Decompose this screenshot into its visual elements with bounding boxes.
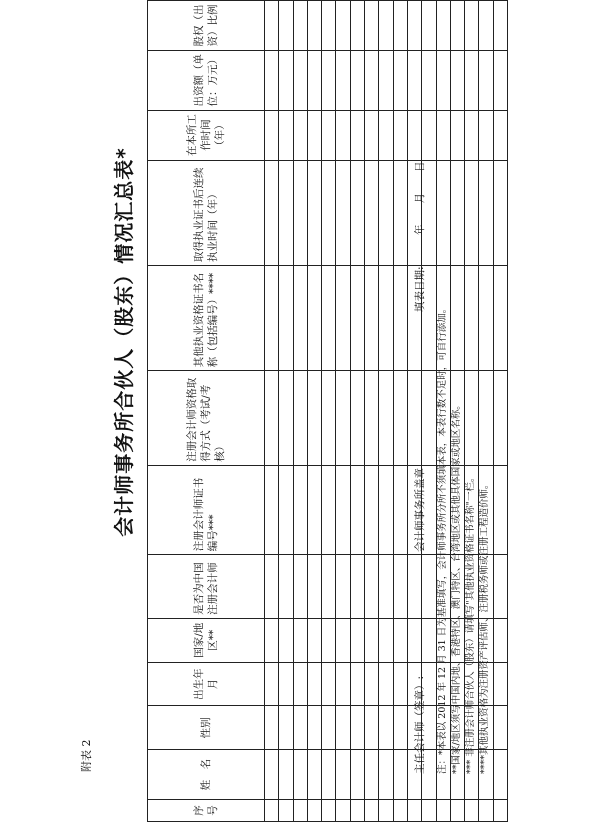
table-cell[interactable] xyxy=(422,555,436,619)
table-cell[interactable] xyxy=(493,371,507,465)
table-cell[interactable] xyxy=(322,555,336,619)
table-cell[interactable] xyxy=(265,160,279,265)
table-cell[interactable] xyxy=(265,110,279,160)
table-cell[interactable] xyxy=(365,371,379,465)
table-cell[interactable] xyxy=(379,618,393,662)
table-cell[interactable] xyxy=(293,555,307,619)
table-cell[interactable] xyxy=(422,50,436,110)
table-cell[interactable] xyxy=(322,50,336,110)
table-cell[interactable] xyxy=(422,618,436,662)
table-cell[interactable] xyxy=(393,555,407,619)
table-cell[interactable] xyxy=(436,1,450,51)
table-row xyxy=(350,1,364,822)
table-cell[interactable] xyxy=(379,50,393,110)
table-cell[interactable] xyxy=(293,800,307,822)
table-cell[interactable] xyxy=(279,110,293,160)
table-cell[interactable] xyxy=(365,800,379,822)
table-cell[interactable] xyxy=(307,750,321,800)
table-row xyxy=(293,1,307,822)
table-cell[interactable] xyxy=(322,465,336,554)
table-cell[interactable] xyxy=(493,662,507,706)
table-cell[interactable] xyxy=(336,555,350,619)
table-cell[interactable] xyxy=(293,465,307,554)
table-cell[interactable] xyxy=(393,706,407,750)
chief-accountant-signature: 主任会计师（签章）: xyxy=(414,675,426,774)
table-cell[interactable] xyxy=(365,662,379,706)
table-cell[interactable] xyxy=(379,160,393,265)
table-cell[interactable] xyxy=(265,618,279,662)
table-cell[interactable] xyxy=(350,465,364,554)
table-cell[interactable] xyxy=(365,555,379,619)
column-header: 出资额（单位：万元） xyxy=(148,50,265,110)
table-cell[interactable] xyxy=(407,800,421,822)
table-cell[interactable] xyxy=(450,1,464,51)
table-cell[interactable] xyxy=(265,706,279,750)
table-cell[interactable] xyxy=(493,110,507,160)
table-cell[interactable] xyxy=(336,465,350,554)
table-cell[interactable] xyxy=(322,265,336,370)
table-cell[interactable] xyxy=(307,50,321,110)
table-cell[interactable] xyxy=(365,750,379,800)
column-header: 姓 名 xyxy=(148,750,265,800)
table-cell[interactable] xyxy=(350,265,364,370)
table-cell[interactable] xyxy=(493,50,507,110)
table-row xyxy=(365,1,379,822)
table-cell[interactable] xyxy=(493,706,507,750)
table-cell[interactable] xyxy=(350,618,364,662)
column-header: 国家/地区** xyxy=(148,618,265,662)
table-cell[interactable] xyxy=(279,750,293,800)
table-cell[interactable] xyxy=(265,265,279,370)
table-cell[interactable] xyxy=(422,1,436,51)
table-row xyxy=(322,1,336,822)
table-cell[interactable] xyxy=(493,750,507,800)
table-cell[interactable] xyxy=(322,160,336,265)
table-cell[interactable] xyxy=(350,110,364,160)
table-cell[interactable] xyxy=(336,371,350,465)
table-cell[interactable] xyxy=(365,465,379,554)
firm-seal-label: 会计师事务所盖章 xyxy=(414,468,426,552)
table-cell[interactable] xyxy=(407,50,421,110)
table-row xyxy=(393,1,407,822)
table-row xyxy=(379,1,393,822)
footnotes xyxy=(436,54,492,774)
table-cell[interactable] xyxy=(336,706,350,750)
table-cell[interactable] xyxy=(307,800,321,822)
table-cell[interactable] xyxy=(393,110,407,160)
table-cell[interactable] xyxy=(336,265,350,370)
table-cell[interactable] xyxy=(350,750,364,800)
table-cell[interactable] xyxy=(293,706,307,750)
column-header: 是否为中国注册会计师 xyxy=(148,555,265,619)
table-row xyxy=(493,1,507,822)
table-cell[interactable] xyxy=(279,160,293,265)
table-cell[interactable] xyxy=(293,265,307,370)
table-cell[interactable] xyxy=(407,371,421,465)
table-cell[interactable] xyxy=(422,800,436,822)
table-cell[interactable] xyxy=(307,465,321,554)
table-row xyxy=(336,1,350,822)
column-header: 性别 xyxy=(148,706,265,750)
table-cell[interactable] xyxy=(407,555,421,619)
table-cell[interactable] xyxy=(493,1,507,51)
table-cell[interactable] xyxy=(379,110,393,160)
table-cell[interactable] xyxy=(436,800,450,822)
column-header: 取得执业证书后连续执业时间（年） xyxy=(148,160,265,265)
table-cell[interactable] xyxy=(265,371,279,465)
table-cell[interactable] xyxy=(265,50,279,110)
table-cell[interactable] xyxy=(265,662,279,706)
table-cell[interactable] xyxy=(379,662,393,706)
table-cell[interactable] xyxy=(293,1,307,51)
table-cell[interactable] xyxy=(393,371,407,465)
table-cell[interactable] xyxy=(465,1,479,51)
table-cell[interactable] xyxy=(322,618,336,662)
table-cell[interactable] xyxy=(350,706,364,750)
table-cell[interactable] xyxy=(322,371,336,465)
table-cell[interactable] xyxy=(350,800,364,822)
table-cell[interactable] xyxy=(322,1,336,51)
table-cell[interactable] xyxy=(279,1,293,51)
footnote-line: *** 非注册会计师合伙人（股东）请填写"其他执业资格证书名称"一栏。 xyxy=(465,472,476,774)
table-cell[interactable] xyxy=(350,50,364,110)
table-cell[interactable] xyxy=(265,555,279,619)
table-cell[interactable] xyxy=(407,110,421,160)
table-cell[interactable] xyxy=(279,465,293,554)
footnote-line: 注：*本表以 2012 年 12 月 31 日为基准填写，会计师事务所分所不须填本表，本表行数不足时，可自行添加。 xyxy=(437,303,448,774)
table-row xyxy=(307,1,321,822)
column-header: 股权（出资）比例 xyxy=(148,1,265,51)
table-cell[interactable] xyxy=(336,750,350,800)
table-cell[interactable] xyxy=(407,1,421,51)
table-cell[interactable] xyxy=(493,160,507,265)
page-title: 会计师事务所合伙人（股东）情况汇总表* xyxy=(112,147,136,537)
table-cell[interactable] xyxy=(393,800,407,822)
table-cell[interactable] xyxy=(322,662,336,706)
table-cell[interactable] xyxy=(336,800,350,822)
footnote-line: **国家/地区须写中国内地、香港特区、澳门特区、台湾地区或其他具体国家或地区名称。 xyxy=(451,400,462,774)
table-row xyxy=(265,1,279,822)
table-cell[interactable] xyxy=(493,800,507,822)
table-cell[interactable] xyxy=(322,750,336,800)
table-cell[interactable] xyxy=(307,371,321,465)
table-cell[interactable] xyxy=(365,706,379,750)
table-header-row xyxy=(148,1,265,822)
table-cell[interactable] xyxy=(265,750,279,800)
table-cell[interactable] xyxy=(379,750,393,800)
table-cell[interactable] xyxy=(265,465,279,554)
table-cell[interactable] xyxy=(350,662,364,706)
table-cell[interactable] xyxy=(265,1,279,51)
table-cell[interactable] xyxy=(479,800,493,822)
table-cell[interactable] xyxy=(293,160,307,265)
table-cell[interactable] xyxy=(293,750,307,800)
table-cell[interactable] xyxy=(379,465,393,554)
table-cell[interactable] xyxy=(393,750,407,800)
table-cell[interactable] xyxy=(393,662,407,706)
table-cell[interactable] xyxy=(365,110,379,160)
table-cell[interactable] xyxy=(322,800,336,822)
table-cell[interactable] xyxy=(279,371,293,465)
table-cell[interactable] xyxy=(422,371,436,465)
table-cell[interactable] xyxy=(307,1,321,51)
table-cell[interactable] xyxy=(465,800,479,822)
table-cell[interactable] xyxy=(350,1,364,51)
table-cell[interactable] xyxy=(307,555,321,619)
column-header: 注册会计师资格取得方式（考试/考核） xyxy=(148,371,265,465)
table-cell[interactable] xyxy=(379,265,393,370)
table-cell[interactable] xyxy=(336,110,350,160)
table-cell[interactable] xyxy=(350,160,364,265)
table-cell[interactable] xyxy=(393,465,407,554)
table-cell[interactable] xyxy=(407,618,421,662)
table-cell[interactable] xyxy=(493,618,507,662)
table-cell[interactable] xyxy=(379,1,393,51)
table-cell[interactable] xyxy=(379,800,393,822)
table-cell[interactable] xyxy=(293,662,307,706)
column-header: 其他执业资格证书名称（包括编号）**** xyxy=(148,265,265,370)
column-header: 序号 xyxy=(148,800,265,822)
table-cell[interactable] xyxy=(493,555,507,619)
table-cell[interactable] xyxy=(393,1,407,51)
table-cell[interactable] xyxy=(365,1,379,51)
fill-date-label: 填表日期: 年 月 日 xyxy=(414,161,426,312)
table-cell[interactable] xyxy=(450,800,464,822)
table-cell[interactable] xyxy=(336,1,350,51)
table-cell[interactable] xyxy=(350,371,364,465)
table-cell[interactable] xyxy=(279,662,293,706)
table-cell[interactable] xyxy=(307,265,321,370)
table-cell[interactable] xyxy=(293,371,307,465)
table-cell[interactable] xyxy=(336,662,350,706)
table-cell[interactable] xyxy=(336,160,350,265)
column-header: 注册会计师证书编号*** xyxy=(148,465,265,554)
table-cell[interactable] xyxy=(365,50,379,110)
table-cell[interactable] xyxy=(307,110,321,160)
footnote-line: ****其他执业资格为注册资产评估师、注册税务师或注册工程造价师。 xyxy=(479,479,490,774)
table-cell[interactable] xyxy=(379,706,393,750)
table-cell[interactable] xyxy=(322,706,336,750)
column-header: 出生年月 xyxy=(148,662,265,706)
appendix-label: 附表 2 xyxy=(80,739,93,772)
table-cell[interactable] xyxy=(422,110,436,160)
table-cell[interactable] xyxy=(493,465,507,554)
table-cell[interactable] xyxy=(393,160,407,265)
table-cell[interactable] xyxy=(307,618,321,662)
table-cell[interactable] xyxy=(379,555,393,619)
table-cell[interactable] xyxy=(322,110,336,160)
table-cell[interactable] xyxy=(393,50,407,110)
table-cell[interactable] xyxy=(279,50,293,110)
table-cell[interactable] xyxy=(293,50,307,110)
table-cell[interactable] xyxy=(279,800,293,822)
table-cell[interactable] xyxy=(279,265,293,370)
table-cell[interactable] xyxy=(479,1,493,51)
table-cell[interactable] xyxy=(350,555,364,619)
table-cell[interactable] xyxy=(365,160,379,265)
table-cell[interactable] xyxy=(265,800,279,822)
table-cell[interactable] xyxy=(279,555,293,619)
table-cell[interactable] xyxy=(365,265,379,370)
table-cell[interactable] xyxy=(279,618,293,662)
table-cell[interactable] xyxy=(336,618,350,662)
table-cell[interactable] xyxy=(307,160,321,265)
table-row xyxy=(279,1,293,822)
column-header: 在本所工作时间（年） xyxy=(148,110,265,160)
table-cell[interactable] xyxy=(293,618,307,662)
table-cell[interactable] xyxy=(293,110,307,160)
table-cell[interactable] xyxy=(493,265,507,370)
table-cell[interactable] xyxy=(379,371,393,465)
table-cell[interactable] xyxy=(279,706,293,750)
table-cell[interactable] xyxy=(336,50,350,110)
table-cell[interactable] xyxy=(307,662,321,706)
table-cell[interactable] xyxy=(393,265,407,370)
table-cell[interactable] xyxy=(393,618,407,662)
table-cell[interactable] xyxy=(365,618,379,662)
table-cell[interactable] xyxy=(307,706,321,750)
